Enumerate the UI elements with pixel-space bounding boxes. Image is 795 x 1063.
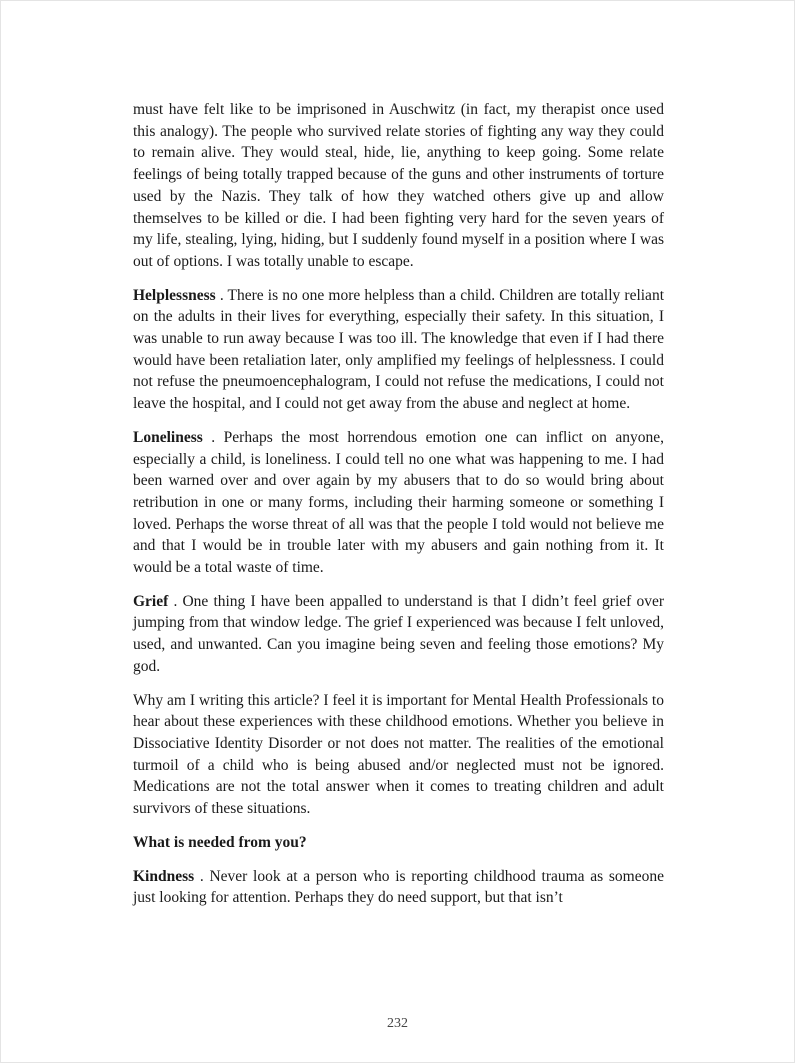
paragraph-text: . There is no one more helpless than a child. Children are totally reliant on the adults in their lives for everything, especially their safety. In this situation, I was unable to run away because I was too ill. The knowledge that even if I had there would have been retaliation later, only amplified my feelings of helplessness. I could not refuse the pneumoencephalogram, I could not refuse the medications, I could not leave the hospital, and I could not get away from the abuse and neglect at home. [133, 286, 664, 413]
paragraph-text: . Never look at a person who is reporting childhood trauma as someone just looking for attention. Perhaps they do need support, but that isn’t [133, 867, 664, 907]
paragraph [133, 690, 664, 820]
page-body [133, 99, 664, 921]
paragraph [133, 99, 664, 273]
paragraph [133, 427, 664, 579]
paragraph [133, 866, 664, 909]
section-heading [133, 832, 664, 854]
paragraph-text: must have felt like to be imprisoned in Auschwitz (in fact, my therapist once used this analogy). The people who survived relate stories of fighting any way they could to remain alive. They would steal, hide, lie, anything to keep going. Some relate feelings of being totally trapped because of the guns and other instruments of torture used by the Nazis. They talk of how they watched others give up and allow themselves to be killed or die. I had been fighting very hard for the seven years of my life, stealing, lying, hiding, but I suddenly found myself in a position where I was out of options. I was totally unable to escape. [133, 101, 664, 270]
paragraph-text: . Perhaps the most horrendous emotion one can inflict on anyone, especially a child, is loneliness. I could tell no one what was happening to me. I had been warned over and over again by my abusers that to do so would bring about retribution in one or many forms, including their harming someone or something I loved. Perhaps the worse threat of all was that the people I told would not believe me and that I would be in trouble later with my abusers and gain nothing from it. It would be a total waste of time. [133, 428, 664, 577]
paragraph-text: Why am I writing this article? I feel it is important for Mental Health Professionals to hear about these experiences with these childhood emotions. Whether you believe in Dissociative Identity Disorder or not does not matter. The realities of the emotional turmoil of a child who is being abused and/or neglected must not be ignored. Medications are not the total answer when it comes to treating children and adult survivors of these situations. [133, 691, 664, 818]
paragraph-text: . One thing I have been appalled to understand is that I didn’t feel grief over jumping from that window ledge. The grief I experienced was because I felt unloved, used, and unwanted. Can you imagine being seven and feeling those emotions? My god. [133, 592, 664, 675]
paragraph [133, 591, 664, 678]
paragraph-lead: Loneliness [133, 428, 203, 446]
paragraph-text: What is needed from you? [133, 833, 307, 851]
page-number: 232 [387, 1016, 408, 1031]
paragraph-lead: Grief [133, 592, 169, 610]
paragraph-lead: Helplessness [133, 286, 216, 304]
paragraph-lead: Kindness [133, 867, 195, 885]
paragraph [133, 285, 664, 415]
